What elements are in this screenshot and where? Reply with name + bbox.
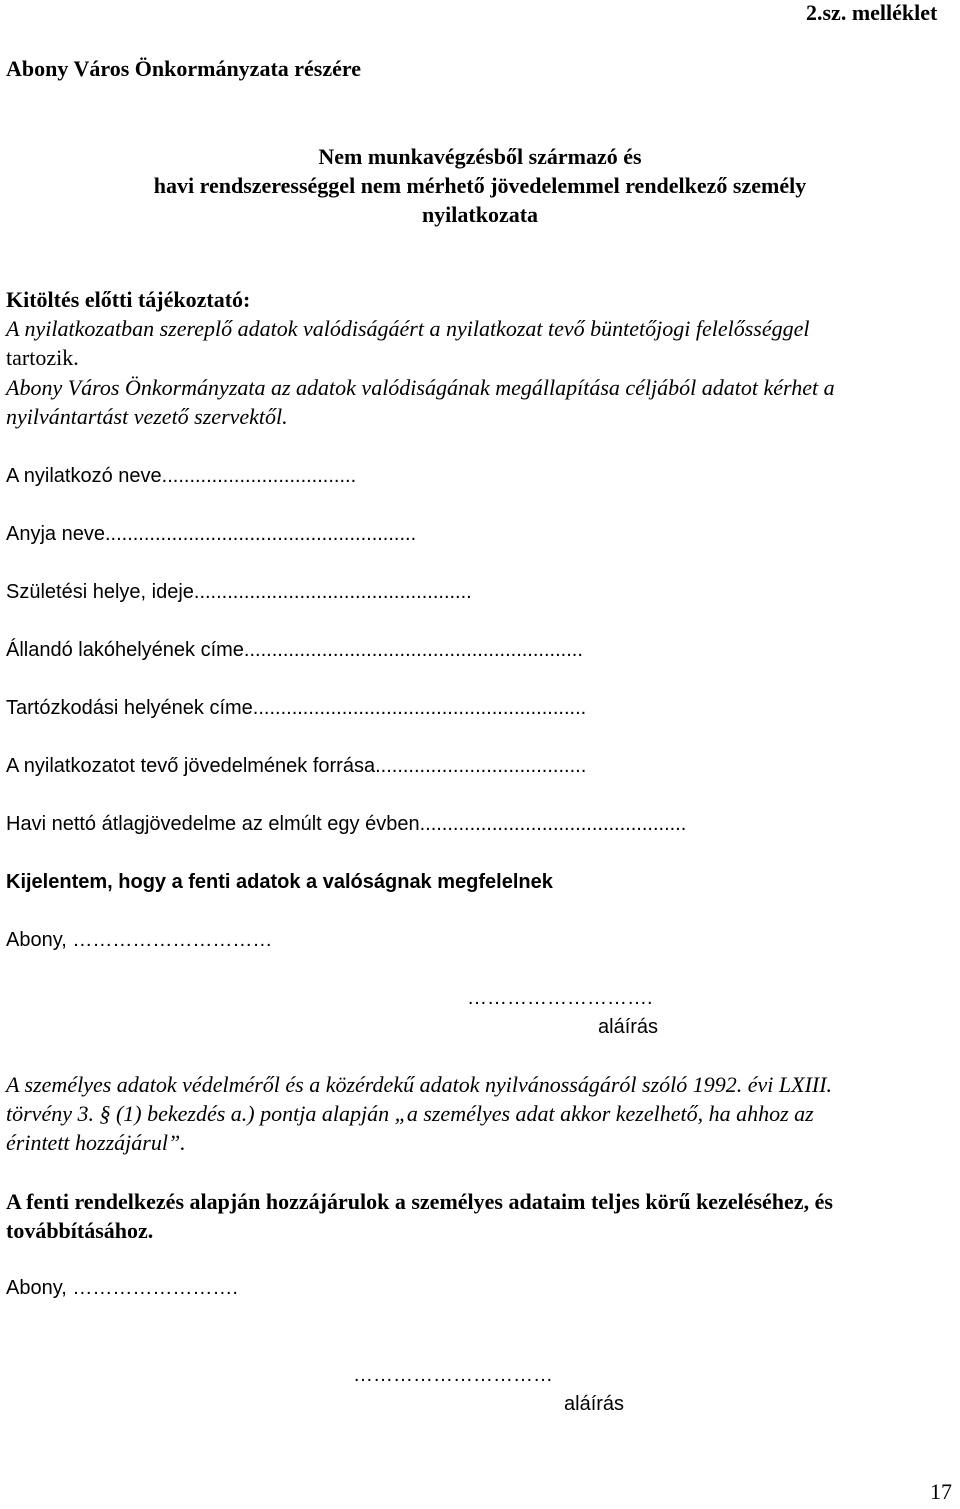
law-line-1: A személyes adatok védelméről és a közérdekű adatok nyilvánosságáról szóló 1992. évi LXIII. — [6, 1072, 833, 1097]
law-line-2: törvény 3. § (1) bekezdés a.) pontja alapján „a személyes adat akkor kezelhető, ha ahhoz az — [6, 1101, 814, 1126]
field-dots: ............................................................. — [243, 639, 583, 661]
place-date-1[interactable] — [6, 926, 272, 955]
field-income-source[interactable] — [6, 752, 586, 781]
signature-label-1: aláírás — [598, 1016, 659, 1038]
field-dots: .................................................. — [193, 581, 472, 603]
page-number: 17 — [930, 1479, 952, 1504]
signature-label-2: aláírás — [564, 1393, 625, 1415]
field-residence-address[interactable] — [6, 694, 586, 723]
title-line-3: nyilatkozata — [421, 202, 539, 227]
date-blank: ……………………. — [72, 1277, 238, 1299]
info-heading: Kitöltés előtti tájékoztató: — [6, 287, 251, 312]
info-paragraph-2-line-1: Abony Város Önkormányzata az adatok valódiságának megállapítása céljából adatot kérhet a — [6, 375, 835, 400]
field-dots: ........................................................ — [104, 523, 417, 545]
field-label: Tartózkodási helyének címe — [6, 697, 253, 719]
place-label: Abony, — [6, 1277, 73, 1299]
field-average-income[interactable] — [6, 810, 686, 839]
field-label: Születési helye, ideje — [6, 581, 194, 603]
field-permanent-address[interactable] — [6, 636, 583, 665]
info-paragraph-1-cont: tartozik. — [6, 345, 79, 370]
signature-dots-2: ………………………… — [353, 1364, 553, 1386]
annex-label: 2.sz. melléklet — [806, 0, 938, 25]
field-label: A nyilatkozatot tevő jövedelmének forrása — [6, 755, 376, 777]
info-paragraph-2-line-2: nyilvántartást vezető szervektől. — [6, 404, 288, 429]
signature-dots-1: ………………………. — [467, 987, 653, 1009]
field-label: Havi nettó átlagjövedelme az elmúlt egy évben — [6, 813, 420, 835]
addressee: Abony Város Önkormányzata részére — [6, 56, 362, 81]
consent-line-2: továbbításához. — [6, 1218, 154, 1243]
field-mother-name[interactable] — [6, 520, 416, 549]
declaration: Kijelentem, hogy a fenti adatok a valóságnak megfelelnek — [6, 871, 553, 893]
field-label: Anyja neve — [6, 523, 105, 545]
place-label: Abony, — [6, 929, 73, 951]
law-line-3: érintett hozzájárul”. — [6, 1130, 186, 1155]
consent-line-1: A fenti rendelkezés alapján hozzájárulok a személyes adataim teljes körű kezeléséhez, és — [6, 1189, 833, 1214]
field-label: A nyilatkozó neve — [6, 465, 162, 487]
field-name[interactable] — [6, 462, 356, 491]
field-birth-place-date[interactable] — [6, 578, 472, 607]
field-label: Állandó lakóhelyének címe — [6, 639, 244, 661]
place-date-2[interactable] — [6, 1274, 238, 1303]
title-line-1: Nem munkavégzésből származó és — [318, 144, 642, 169]
info-paragraph-1: A nyilatkozatban szereplő adatok valódiságáért a nyilatkozat tevő büntetőjogi felelősséggel — [6, 316, 810, 341]
title-line-2: havi rendszerességgel nem mérhető jövedelemmel rendelkező személy — [153, 173, 807, 198]
field-dots: ................................... — [161, 465, 357, 487]
field-dots: ...................................... — [375, 755, 587, 777]
date-blank: ………………………… — [72, 929, 273, 951]
field-dots: ................................................ — [419, 813, 687, 835]
field-dots: ............................................................ — [252, 697, 587, 719]
